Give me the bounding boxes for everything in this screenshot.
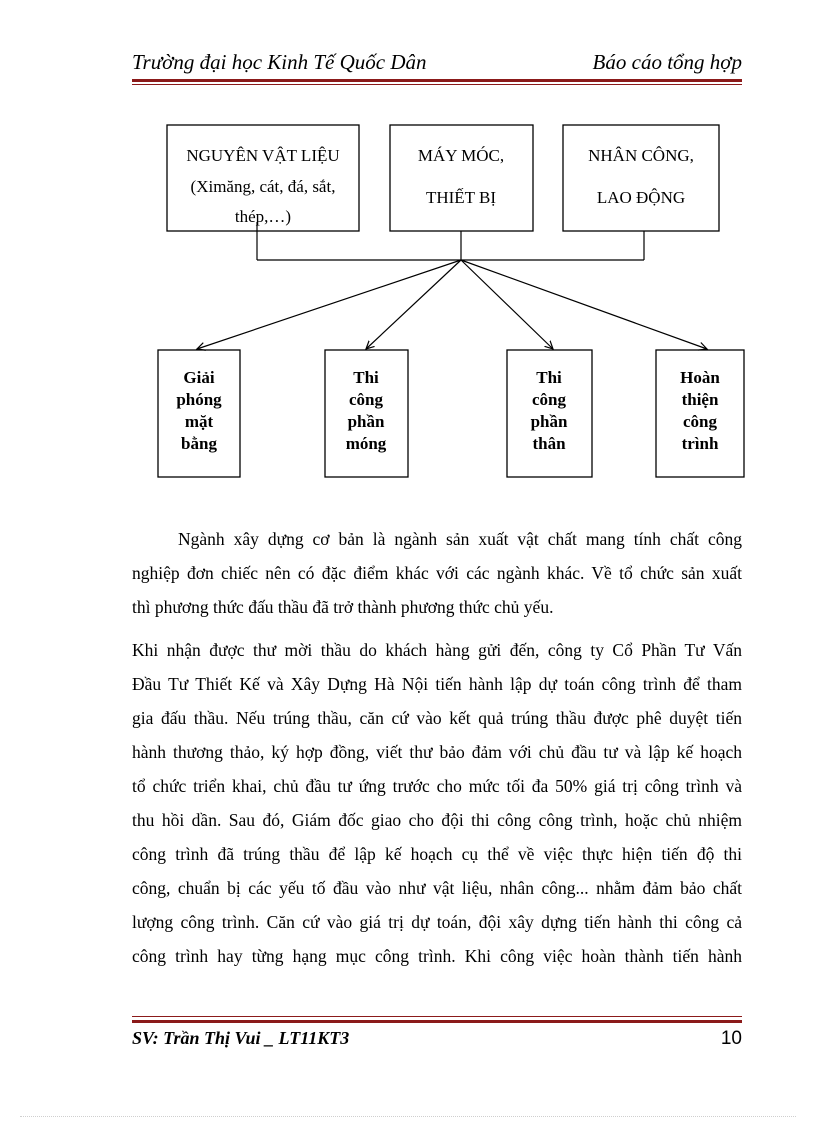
paragraph-2 xyxy=(132,633,742,973)
paragraph-1 xyxy=(132,522,742,624)
paragraph-1-line: Ngành xây dựng cơ bản là ngành sản xuất vật chất mang tính chất công xyxy=(178,529,742,549)
arrow-to-finishing xyxy=(461,260,707,349)
input-box-labor xyxy=(563,125,719,231)
paragraph-2-line: công trình hay từng hạng mục công trình. Khi công việc hoàn thành tiến hành xyxy=(132,946,742,966)
paragraph-2-line: Đầu Tư Thiết Kế và Xây Dựng Hà Nội tiến hành lập dự toán công trình để tham xyxy=(132,674,742,694)
production-flow-diagram xyxy=(0,0,816,500)
stage-site-clearance-line-3: mặt xyxy=(184,412,214,431)
stage-structure-line-2: công xyxy=(532,390,566,409)
paragraph-2-line: tổ chức triển khai, chủ đầu tư ứng trước cho mức tối đa 50% giá trị công trình và xyxy=(132,776,742,796)
stage-site-clearance-line-1: Giải xyxy=(183,368,215,387)
footer-rule-thin xyxy=(132,1016,742,1017)
stage-structure-line-4: thân xyxy=(532,434,566,453)
header-report-title: Báo cáo tổng hợp xyxy=(592,50,742,74)
input-materials-line-1: NGUYÊN VẬT LIỆU xyxy=(186,146,340,165)
paragraph-2-line: công, chuẩn bị các yếu tố đầu vào như vật liệu, nhân công... nhằm đảm bảo chất xyxy=(132,878,742,898)
input-labor-line-2: LAO ĐỘNG xyxy=(596,188,686,207)
paragraph-2-line: gia đấu thầu. Nếu trúng thầu, căn cứ vào kết quả trúng thầu được phê duyệt tiến xyxy=(132,708,742,728)
paragraph-2-line: hành thương thảo, ký hợp đồng, viết thư bảo đảm với chủ đầu tư và lập kế hoạch xyxy=(132,742,742,762)
stage-finishing-line-2: thiện xyxy=(681,390,719,409)
stage-site-clearance-line-2: phóng xyxy=(176,390,222,409)
paragraph-1-line: thì phương thức đấu thầu đã trở thành phương thức chủ yếu. xyxy=(132,597,554,617)
stage-foundation-line-3: phần xyxy=(347,412,385,431)
stage-foundation-line-1: Thi xyxy=(353,368,379,387)
input-machinery-line-2: THIẾT BỊ xyxy=(425,188,497,207)
input-labor-line-1: NHÂN CÔNG, xyxy=(588,146,694,165)
paragraph-1-line: nghiệp đơn chiếc nên có đặc điểm khác với các ngành khác. Về tổ chức sản xuất xyxy=(132,563,742,583)
stage-structure-line-3: phần xyxy=(530,412,568,431)
header-school: Trường đại học Kinh Tế Quốc Dân xyxy=(132,50,427,74)
stage-finishing-line-3: công xyxy=(683,412,717,431)
arrow-to-site-clearance xyxy=(197,260,461,349)
footer-rule-thick xyxy=(132,1020,742,1023)
input-box-machinery xyxy=(390,125,533,231)
input-materials-line-3: thép,…) xyxy=(234,207,292,226)
page-number: 10 xyxy=(720,1028,742,1049)
footer-student: SV: Trần Thị Vui _ LT11KT3 xyxy=(132,1028,350,1048)
stage-site-clearance-line-4: bằng xyxy=(181,434,217,453)
stage-structure-line-1: Thi xyxy=(536,368,562,387)
input-machinery-line-1: MÁY MÓC, xyxy=(417,146,505,165)
arrow-to-structure xyxy=(461,260,553,349)
input-materials-line-2: (Ximăng, cát, đá, sắt, xyxy=(190,177,336,196)
stage-finishing-line-4: trình xyxy=(681,434,719,453)
stage-finishing-line-1: Hoàn xyxy=(680,368,720,387)
paragraph-2-line: lượng công trình. Căn cứ vào giá trị dự toán, đội xây dựng tiến hành thi công cả xyxy=(132,912,742,932)
paragraph-2-line: thu hồi dần. Sau đó, Giám đốc giao cho đội thi công công trình, hoặc chủ nhiệm xyxy=(132,810,742,830)
paragraph-2-line: Khi nhận được thư mời thầu do khách hàng gửi đến, công ty Cổ Phần Tư Vấn xyxy=(132,640,742,660)
arrow-to-foundation xyxy=(366,260,461,349)
stage-foundation-line-2: công xyxy=(349,390,383,409)
stage-foundation-line-4: móng xyxy=(345,434,387,453)
paragraph-2-line: công trình đã trúng thầu để lập kế hoạch cụ thể về việc thực hiện tiến độ thi xyxy=(132,844,742,864)
page-bottom-border xyxy=(20,1116,796,1117)
